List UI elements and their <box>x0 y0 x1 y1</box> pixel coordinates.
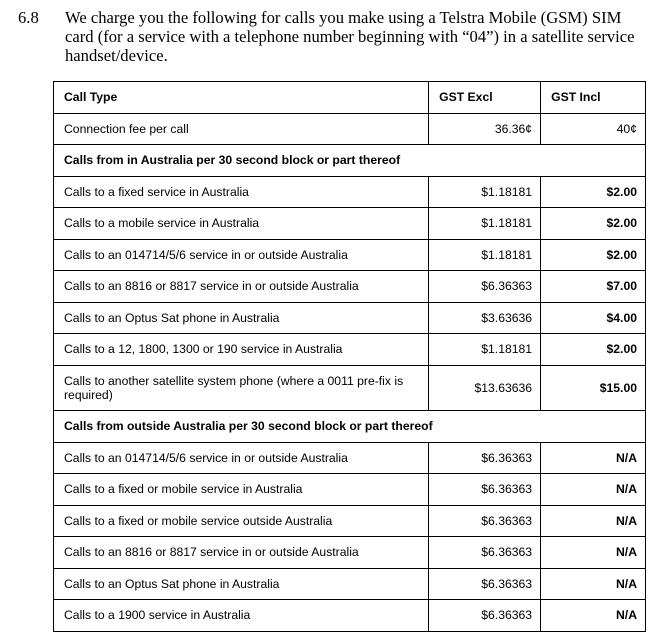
cell-gst-excl: $6.36363 <box>429 474 541 506</box>
cell-gst-excl: $6.36363 <box>429 442 541 474</box>
cell-gst-excl: $3.63636 <box>429 302 541 334</box>
table-section-row <box>54 411 646 443</box>
table-row <box>54 568 646 600</box>
table-row <box>54 505 646 537</box>
cell-call-type: Calls to a fixed or mobile service in Australia <box>54 474 429 506</box>
cell-call-type: Calls to a 1900 service in Australia <box>54 600 429 632</box>
table-section-row <box>54 145 646 177</box>
table-row <box>54 208 646 240</box>
cell-gst-excl: $6.36363 <box>429 505 541 537</box>
cell-gst-incl: N/A <box>541 537 646 569</box>
cell-gst-incl: $2.00 <box>541 239 646 271</box>
cell-gst-excl: $1.18181 <box>429 239 541 271</box>
table-row <box>54 113 646 145</box>
cell-gst-incl: N/A <box>541 442 646 474</box>
clause-text: We charge you the following for calls you make using a Telstra Mobile (GSM) SIM card (for a service with a telephone number beginning with “04”) in a satellite service handset/device. <box>65 8 635 65</box>
table-row <box>54 474 646 506</box>
cell-gst-incl: $2.00 <box>541 176 646 208</box>
cell-gst-excl: $6.36363 <box>429 600 541 632</box>
cell-call-type: Calls to an 8816 or 8817 service in or outside Australia <box>54 271 429 303</box>
table-header-row <box>54 82 646 114</box>
cell-call-type: Connection fee per call <box>54 113 429 145</box>
table-row <box>54 442 646 474</box>
cell-gst-excl: 36.36¢ <box>429 113 541 145</box>
table-row <box>54 271 646 303</box>
cell-call-type: Calls to an Optus Sat phone in Australia <box>54 302 429 334</box>
cell-gst-excl: $1.18181 <box>429 208 541 240</box>
table-row <box>54 176 646 208</box>
cell-gst-excl: $6.36363 <box>429 271 541 303</box>
cell-gst-incl: $2.00 <box>541 208 646 240</box>
cell-gst-incl: $2.00 <box>541 334 646 366</box>
cell-call-type: Calls to another satellite system phone (where a 0011 pre-fix is required) <box>54 365 429 411</box>
cell-call-type: Calls to an 014714/5/6 service in or outside Australia <box>54 442 429 474</box>
cell-call-type: Calls to an 014714/5/6 service in or outside Australia <box>54 239 429 271</box>
cell-call-type: Calls to a mobile service in Australia <box>54 208 429 240</box>
clause-number: 6.8 <box>18 8 39 27</box>
cell-gst-incl: N/A <box>541 505 646 537</box>
cell-gst-incl: $7.00 <box>541 271 646 303</box>
table-row <box>54 334 646 366</box>
cell-call-type: Calls to a fixed service in Australia <box>54 176 429 208</box>
cell-call-type: Calls to a 12, 1800, 1300 or 190 service in Australia <box>54 334 429 366</box>
cell-call-type: Calls to an Optus Sat phone in Australia <box>54 568 429 600</box>
table-row <box>54 365 646 411</box>
header-call-type: Call Type <box>54 82 429 114</box>
cell-gst-excl: $6.36363 <box>429 568 541 600</box>
header-gst-excl: GST Excl <box>429 82 541 114</box>
cell-gst-incl: $4.00 <box>541 302 646 334</box>
table-row <box>54 537 646 569</box>
table-row <box>54 239 646 271</box>
cell-gst-excl: $1.18181 <box>429 334 541 366</box>
cell-gst-incl: N/A <box>541 474 646 506</box>
cell-call-type: Calls to a fixed or mobile service outside Australia <box>54 505 429 537</box>
cell-gst-excl: $13.63636 <box>429 365 541 411</box>
table-body <box>54 113 646 631</box>
cell-gst-incl: N/A <box>541 600 646 632</box>
section-heading: Calls from in Australia per 30 second block or part thereof <box>54 145 646 177</box>
table-row <box>54 302 646 334</box>
table-row <box>54 600 646 632</box>
cell-gst-incl: $15.00 <box>541 365 646 411</box>
cell-gst-incl: 40¢ <box>541 113 646 145</box>
call-rates-table <box>53 81 646 632</box>
section-heading: Calls from outside Australia per 30 second block or part thereof <box>54 411 646 443</box>
cell-call-type: Calls to an 8816 or 8817 service in or outside Australia <box>54 537 429 569</box>
header-gst-incl: GST Incl <box>541 82 646 114</box>
cell-gst-incl: N/A <box>541 568 646 600</box>
cell-gst-excl: $6.36363 <box>429 537 541 569</box>
cell-gst-excl: $1.18181 <box>429 176 541 208</box>
